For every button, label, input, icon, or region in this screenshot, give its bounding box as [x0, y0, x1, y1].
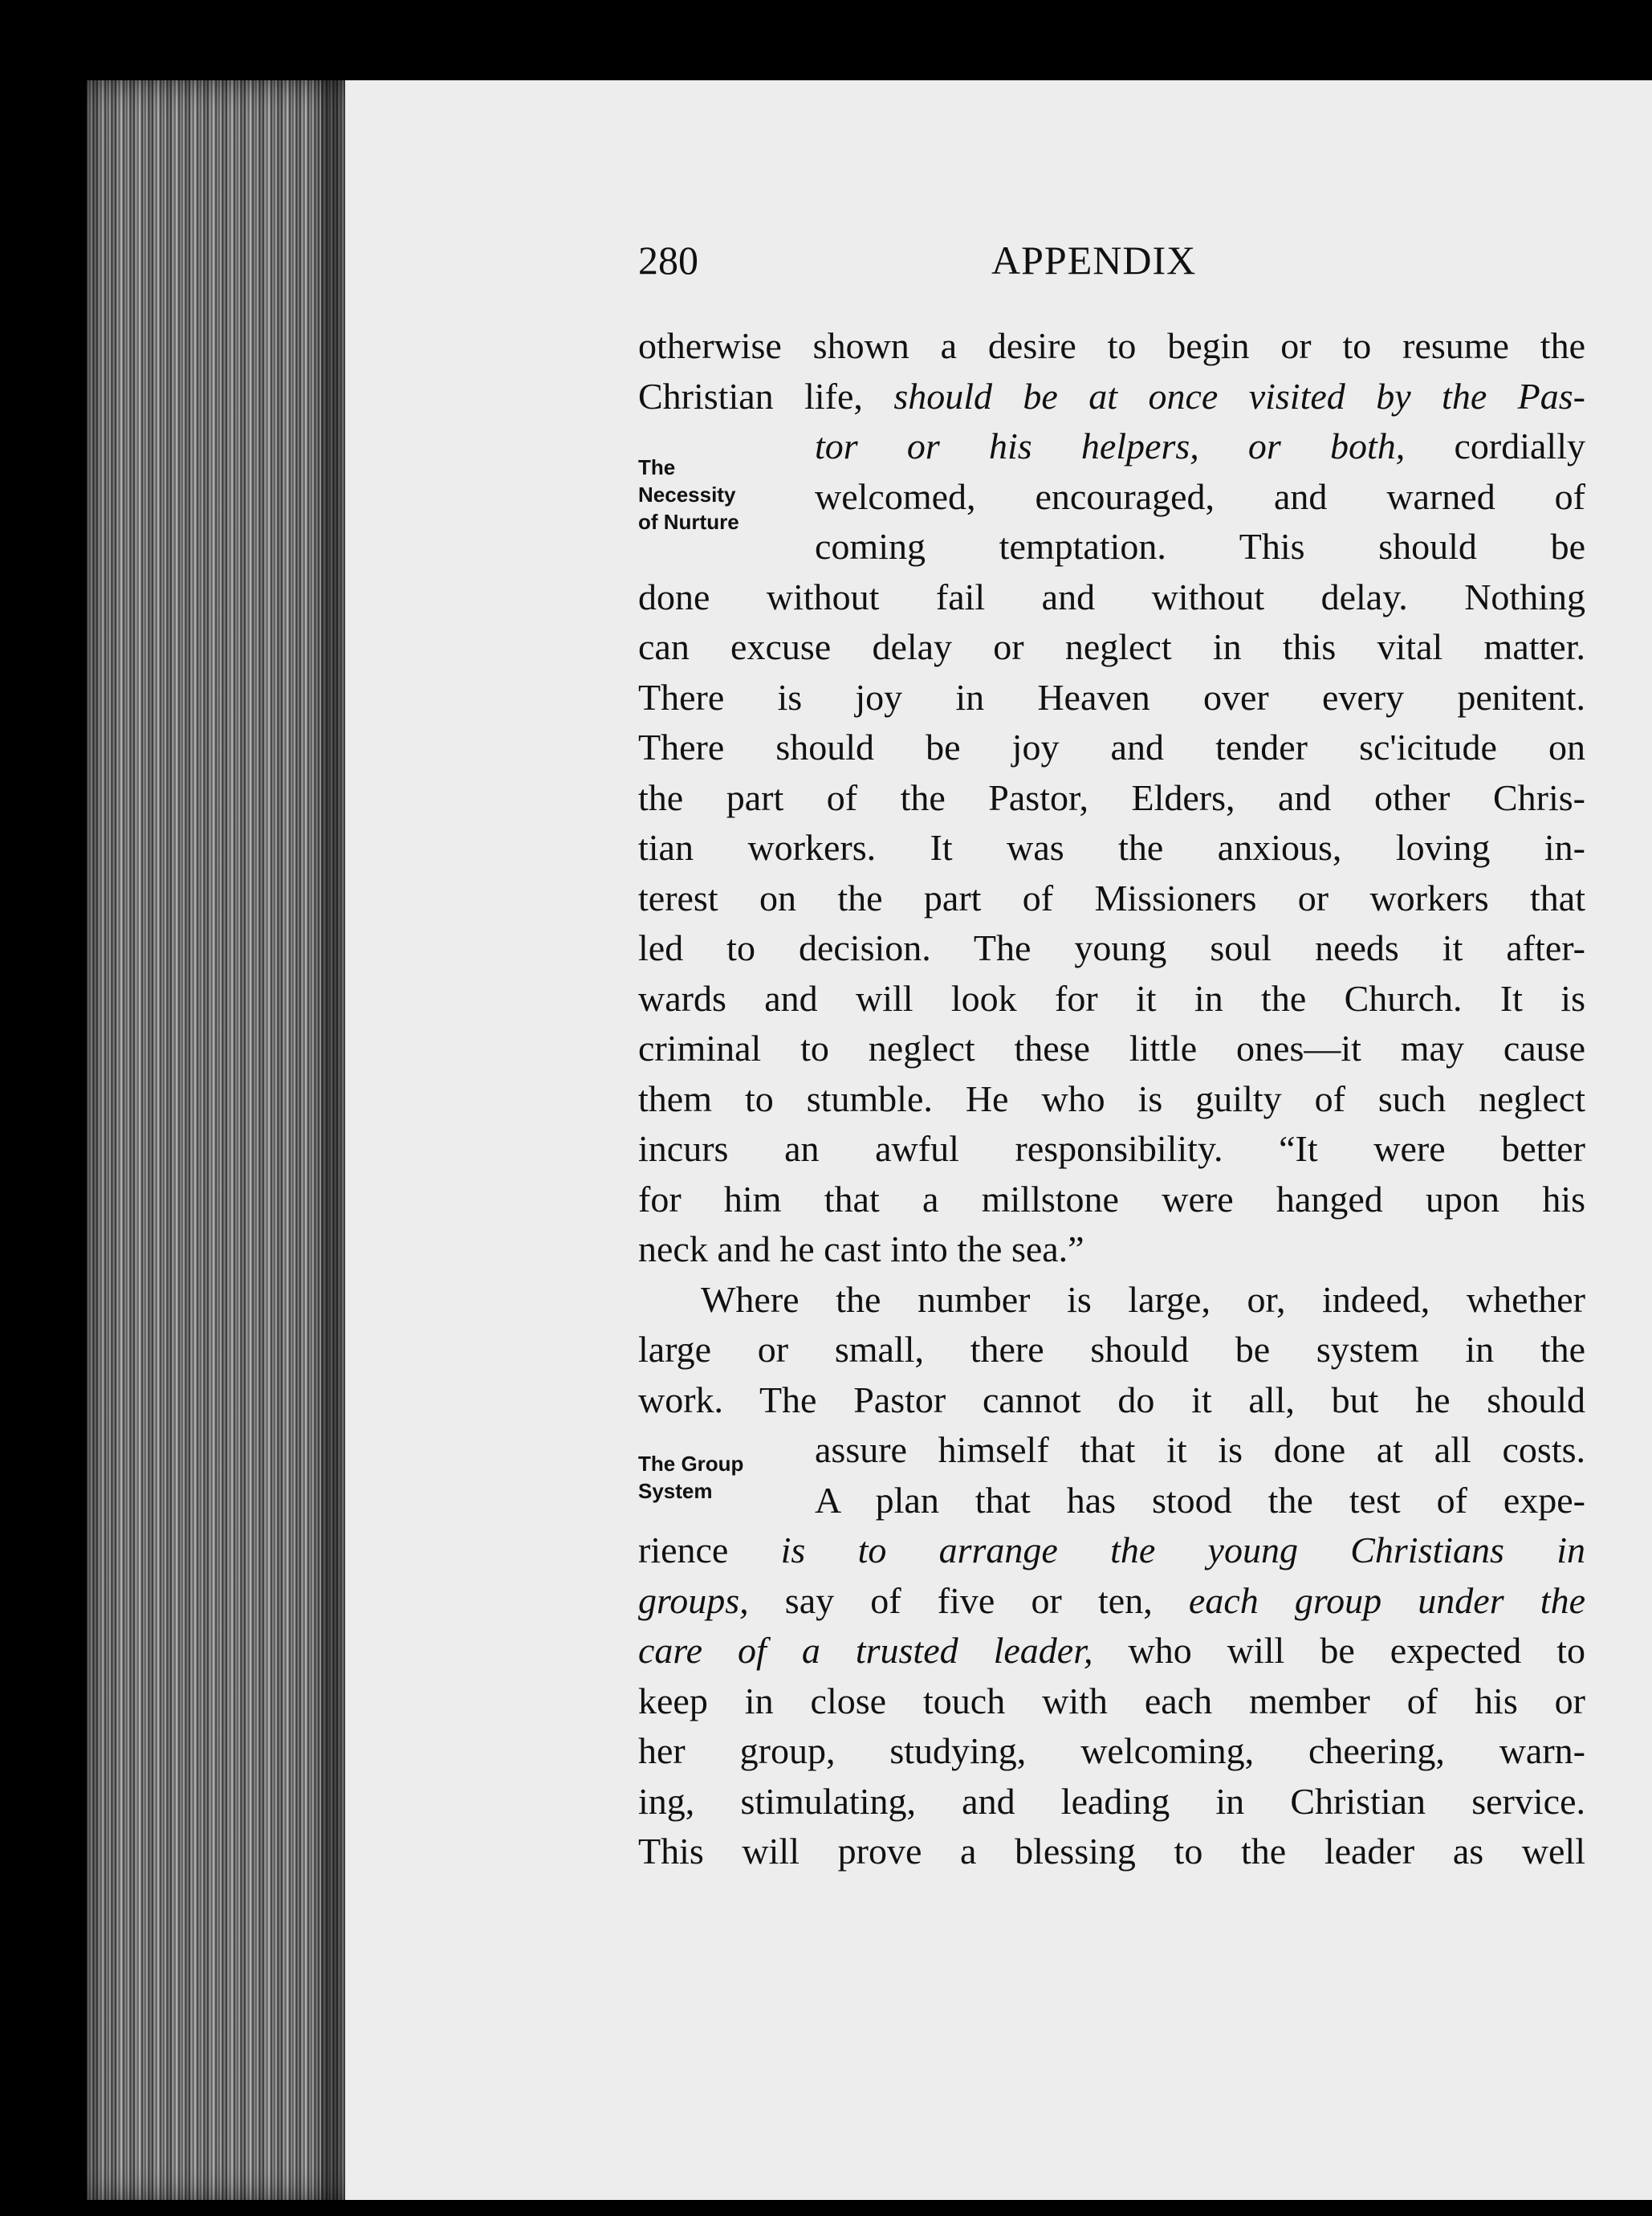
- emphasis-text: should be at once visited by the Pas-: [893, 375, 1585, 417]
- emphasis-text: each group under the: [1188, 1579, 1585, 1621]
- sidenote-line: The: [638, 455, 676, 479]
- text-line: A plan that has stood the test of expe-: [815, 1479, 1585, 1521]
- book-page-edges: [87, 80, 345, 2200]
- text-line: criminal to neglect these little ones—it may cause: [638, 1028, 1585, 1069]
- text-line: otherwise shown a desire to begin or to resume the: [638, 325, 1585, 366]
- text-line: tian workers. It was the anxious, loving in-: [638, 827, 1585, 868]
- text-run: say of five or ten,: [784, 1579, 1153, 1621]
- text-line: There is joy in Heaven over every penitent.: [638, 676, 1585, 718]
- text-line: [638, 422, 1585, 472]
- text-line: assure himself that it is done at all costs.: [815, 1429, 1585, 1470]
- emphasis-text: groups,: [638, 1579, 749, 1621]
- text-line: ing, stimulating, and leading in Christian service.: [638, 1780, 1585, 1822]
- sidenote-line: of Nurture: [638, 510, 739, 534]
- text-line: for him that a millstone were hanged upon his: [638, 1178, 1585, 1220]
- text-line: them to stumble. He who is guilty of such neglect: [638, 1077, 1585, 1119]
- text-run: cordially: [1454, 426, 1585, 466]
- text-line: [638, 1576, 1585, 1627]
- text-line: Where the number is large, or, indeed, whether: [701, 1278, 1585, 1320]
- text-line: terest on the part of Missioners or workers that: [638, 877, 1585, 919]
- text-line: keep in close touch with each member of his or: [638, 1680, 1585, 1721]
- text-run: rience: [638, 1530, 729, 1570]
- text-line: [638, 1626, 1585, 1676]
- text-line: work. The Pastor cannot do it all, but he should: [638, 1379, 1585, 1420]
- emphasis-text: tor or his helpers, or both,: [815, 426, 1406, 466]
- text-line: There should be joy and tender sc'icitude on: [638, 727, 1585, 768]
- body-text: [638, 321, 1585, 1877]
- running-head: [638, 237, 1585, 288]
- emphasis-text: is to arrange the young Christians in: [780, 1530, 1585, 1570]
- text-line: [638, 1526, 1585, 1576]
- text-run: Christian life,: [638, 375, 863, 417]
- text-line: done without fail and without delay. Nothing: [638, 576, 1585, 617]
- sidenote-line: The Group: [638, 1452, 744, 1476]
- text-line: [638, 372, 1585, 422]
- text-line: her group, studying, welcoming, cheering, warn-: [638, 1730, 1585, 1771]
- text-line: coming temptation. This should be: [815, 526, 1585, 567]
- sidenote-line: Necessity: [638, 483, 736, 507]
- text-line: large or small, there should be system in the: [638, 1329, 1585, 1370]
- text-line: incurs an awful responsibility. “It were better: [638, 1128, 1585, 1169]
- sidenote-line: System: [638, 1479, 713, 1503]
- text-line: wards and will look for it in the Church. It is: [638, 977, 1585, 1019]
- text-line: This will prove a blessing to the leader as well: [638, 1831, 1585, 1872]
- text-line: welcomed, encouraged, and warned of: [815, 475, 1585, 517]
- text-line: can excuse delay or neglect in this vital matter.: [638, 626, 1585, 667]
- text-line: the part of the Pastor, Elders, and other Chris-: [638, 776, 1585, 818]
- text-line: neck and he cast into the sea.”: [638, 1228, 1084, 1269]
- page-title: APPENDIX: [991, 238, 1197, 283]
- text-line: led to decision. The young soul needs it after-: [638, 927, 1585, 968]
- text-run: who will be expected to: [1128, 1630, 1585, 1671]
- emphasis-text: care of a trusted leader,: [638, 1630, 1093, 1671]
- page-number: 280: [638, 238, 698, 283]
